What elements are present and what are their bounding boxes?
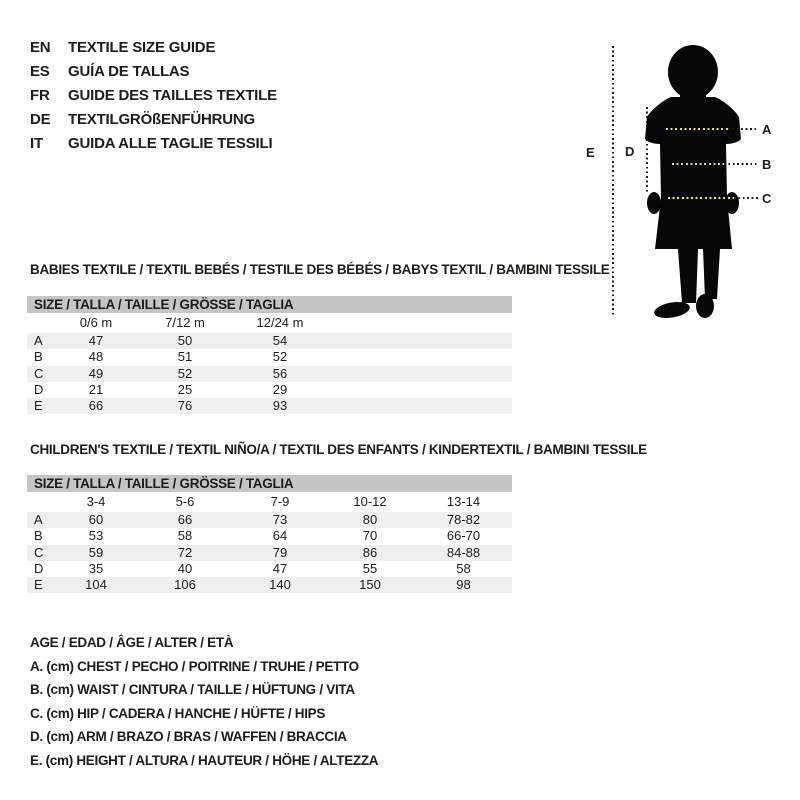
- table-cell: 52: [272, 349, 288, 365]
- waist-line-segment: [724, 163, 758, 165]
- column-header: 5-6: [175, 494, 195, 509]
- row-label-spacer: [27, 492, 57, 512]
- table-cell: 80: [362, 512, 378, 527]
- lang-title: TEXTILE SIZE GUIDE: [68, 39, 216, 56]
- lang-title: GUIDE DES TAILLES TEXTILE: [68, 87, 277, 104]
- child-silhouette: [642, 45, 744, 318]
- column-header: 0/6 m: [79, 315, 113, 330]
- legend-chest-line: A. (cm) CHEST / PECHO / POITRINE / TRUHE / PETTO: [30, 658, 359, 674]
- table-cell: 47: [272, 560, 288, 576]
- babies-table-body: [27, 333, 512, 414]
- row-label: E: [34, 577, 43, 593]
- lang-title: TEXTILGRÖßENFÜHRUNG: [68, 111, 256, 128]
- hip-line-body-segment: [668, 197, 734, 199]
- table-cell: 66-70: [446, 528, 481, 544]
- children-section-heading: CHILDREN'S TEXTILE / TEXTIL NIÑO/A / TEXTIL DES ENFANTS / KINDERTEXTIL / BAMBINI TESSILE: [30, 442, 647, 457]
- lang-code: ES: [30, 63, 50, 80]
- lang-row-es: [30, 60, 277, 84]
- row-label: D: [34, 560, 44, 576]
- table-cell: 86: [362, 544, 378, 560]
- table-cell: 47: [88, 333, 104, 348]
- lang-code: FR: [30, 87, 50, 104]
- row-label: B: [34, 349, 43, 365]
- lang-row-it: [30, 132, 277, 156]
- table-cell: 70: [362, 528, 378, 544]
- babies-size-table: [27, 296, 512, 414]
- chest-line-segment: [728, 128, 758, 130]
- table-cell: 29: [272, 381, 288, 397]
- table-cell: 72: [177, 544, 193, 560]
- table-cell: 56: [272, 365, 288, 381]
- table-cell: 55: [362, 560, 378, 576]
- table-row: [27, 382, 512, 398]
- row-label: D: [34, 381, 44, 397]
- table-cell: 25: [177, 381, 193, 397]
- table-cell: 58: [177, 528, 193, 544]
- measurement-legend: [30, 631, 378, 772]
- table-cell: 106: [174, 577, 196, 593]
- row-label: C: [34, 365, 44, 381]
- legend-waist-line: B. (cm) WAIST / CINTURA / TAILLE / HÜFTUNG / VITA: [30, 682, 355, 697]
- children-column-header-row: [27, 492, 512, 512]
- table-cell: 49: [88, 365, 104, 381]
- table-cell: 66: [177, 512, 193, 527]
- table-cell: 73: [272, 512, 288, 527]
- legend-height-line: E. (cm) HEIGHT / ALTURA / HAUTEUR / HÖHE / ALTEZZA: [30, 752, 379, 768]
- row-label: A: [34, 333, 43, 348]
- table-cell: 79: [272, 544, 288, 560]
- lang-title: GUIDA ALLE TAGLIE TESSILI: [68, 135, 273, 152]
- lang-row-fr: [30, 84, 277, 108]
- arm-measure-label: D: [625, 144, 635, 159]
- lang-row-en: [30, 36, 277, 60]
- table-cell: 60: [88, 512, 104, 527]
- table-row: [27, 398, 512, 414]
- table-cell: 48: [88, 349, 104, 365]
- table-cell: 140: [269, 577, 291, 593]
- table-row: [27, 528, 512, 544]
- column-header: 7/12 m: [165, 315, 205, 330]
- lang-title: GUÍA DE TALLAS: [68, 63, 190, 80]
- table-row: [27, 561, 512, 577]
- legend-age-line: AGE / EDAD / ÂGE / ALTER / ETÀ: [30, 635, 234, 650]
- hip-line-segment: [734, 197, 758, 199]
- table-cell: 21: [88, 381, 104, 397]
- height-measure-label: E: [586, 145, 595, 160]
- table-cell: 40: [177, 560, 193, 576]
- table-cell: 104: [85, 577, 107, 593]
- hip-measure-label: C: [762, 191, 772, 206]
- table-cell: 84-88: [446, 544, 481, 560]
- column-header: 7-9: [270, 494, 290, 509]
- children-size-table: [27, 475, 512, 593]
- babies-section-heading: BABIES TEXTILE / TEXTIL BEBÉS / TESTILE DES BÉBÉS / BABYS TEXTIL / BAMBINI TESSILE: [30, 262, 610, 277]
- column-header: 12/24 m: [256, 315, 304, 330]
- babies-column-header-row: [27, 313, 512, 333]
- table-cell: 51: [177, 349, 193, 365]
- table-cell: 78-82: [446, 512, 481, 527]
- legend-arm-line: D. (cm) ARM / BRAZO / BRAS / WAFFEN / BRACCIA: [30, 729, 347, 744]
- table-cell: 52: [177, 365, 193, 381]
- table-row: [27, 577, 512, 593]
- waist-line-body-segment: [672, 163, 724, 165]
- column-header: 3-4: [86, 494, 106, 509]
- table-cell: 93: [272, 398, 288, 414]
- chest-line-body-segment: [666, 128, 728, 130]
- table-cell: 76: [177, 398, 193, 414]
- language-title-list: [30, 36, 277, 156]
- table-cell: 50: [177, 333, 193, 348]
- table-cell: 59: [88, 544, 104, 560]
- table-cell: 53: [88, 528, 104, 544]
- lang-code: IT: [30, 135, 43, 152]
- waist-measure-label: B: [762, 157, 772, 172]
- row-label: A: [34, 512, 43, 527]
- table-row: [27, 333, 512, 349]
- size-header-band: SIZE / TALLA / TAILLE / GRÖSSE / TAGLIA: [27, 475, 512, 492]
- table-cell: 54: [272, 333, 288, 348]
- lang-code: DE: [30, 111, 51, 128]
- row-label: B: [34, 528, 43, 544]
- size-header-band: SIZE / TALLA / TAILLE / GRÖSSE / TAGLIA: [27, 296, 512, 313]
- table-cell: 64: [272, 528, 288, 544]
- lang-row-de: [30, 108, 277, 132]
- table-row: [27, 349, 512, 365]
- table-row: [27, 512, 512, 528]
- height-measure-line: [612, 46, 614, 315]
- table-cell: 150: [359, 577, 381, 593]
- column-header: 10-12: [353, 494, 387, 509]
- children-table-body: [27, 512, 512, 593]
- table-cell: 66: [88, 398, 104, 414]
- table-cell: 35: [88, 560, 104, 576]
- legend-hip-line: C. (cm) HIP / CADERA / HANCHE / HÜFTE / HIPS: [30, 705, 326, 721]
- lang-code: EN: [30, 39, 51, 56]
- table-row: [27, 366, 512, 382]
- row-label-spacer: [27, 313, 57, 333]
- chest-measure-label: A: [762, 122, 772, 137]
- column-header: 13-14: [446, 494, 481, 509]
- table-row: [27, 545, 512, 561]
- row-label: C: [34, 544, 44, 560]
- table-cell: 58: [456, 560, 471, 576]
- table-cell: 98: [456, 577, 471, 593]
- row-label: E: [34, 398, 43, 414]
